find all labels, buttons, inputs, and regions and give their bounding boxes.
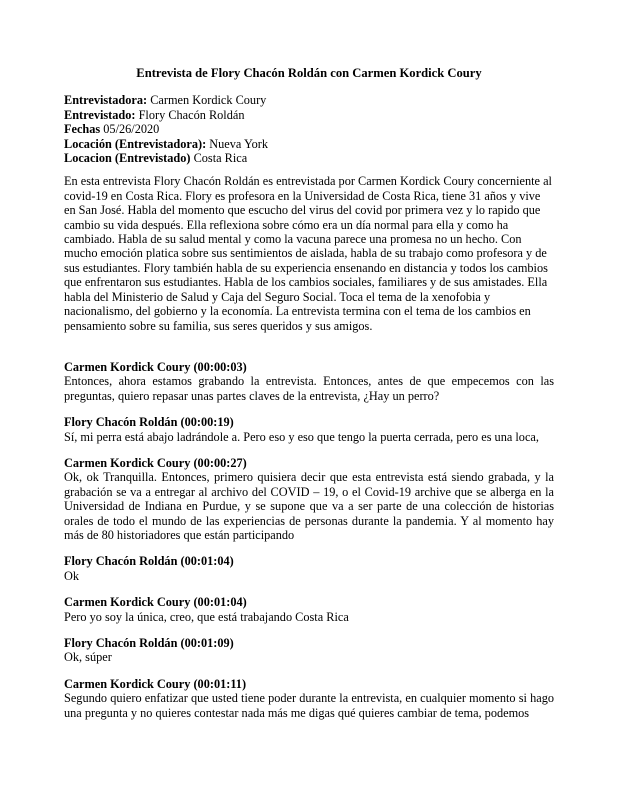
transcript-turn: [64, 595, 554, 624]
metadata-value: Flory Chacón Roldán: [138, 107, 245, 122]
transcript-turn: [64, 554, 554, 583]
speaker-heading: [64, 360, 554, 374]
timestamp: (00:01:09): [180, 636, 234, 650]
speaker-heading: [64, 554, 554, 568]
timestamp: (00:01:11): [193, 676, 247, 691]
turn-text: Ok, ok Tranquilla. Entonces, primero quisiera decir que esta entrevista está siendo grabada, y la grabación se va a entregar al archivo del COVID – 19, o el Covid-19 archive que se alberga en la Universidad de Indiana en Purdue, y se supone que va a ser parte de una colección de historias orales de todo el mundo de las experiencias de personas durante la pandemia. Y al momento hay más de 80 historiadores que están participando: [64, 470, 554, 542]
transcript-turn: [64, 636, 554, 665]
timestamp: (00:00:27): [193, 455, 247, 470]
metadata-row-interviewer: [64, 93, 554, 107]
turn-text: Sí, mi perra está abajo ladrándole a. Pero eso y eso que tengo la puerta cerrada, pero es una loca,: [64, 429, 539, 444]
metadata-row-location-interviewee: [64, 151, 554, 165]
metadata-value: Nueva York: [209, 136, 269, 151]
speaker-name: Carmen Kordick Coury: [64, 359, 191, 374]
metadata-block: [64, 93, 554, 165]
timestamp: (00:00:03): [193, 359, 247, 374]
speaker-heading: [64, 677, 554, 691]
speaker-heading: [64, 636, 554, 650]
speaker-name: Carmen Kordick Coury: [64, 595, 191, 610]
metadata-label: Entrevistadora:: [64, 93, 148, 108]
speaker-name: Flory Chacón Roldán: [64, 554, 178, 569]
speaker-heading: [64, 595, 554, 609]
metadata-label: Locación (Entrevistadora):: [64, 136, 207, 151]
metadata-label: Fechas: [64, 122, 101, 137]
timestamp: (00:00:19): [180, 415, 234, 430]
metadata-row-interviewee: [64, 108, 554, 122]
metadata-label: Entrevistado:: [64, 107, 136, 122]
turn-text: Entonces, ahora estamos grabando la entrevista. Entonces, antes de que empecemos con las preguntas, quiero repasar unas partes claves de la entrevista, ¿Hay un perro?: [64, 374, 554, 403]
metadata-value: 05/26/2020: [103, 122, 160, 137]
turn-text: Ok: [64, 568, 80, 583]
speaker-heading: [64, 456, 554, 470]
speaker-heading: [64, 415, 554, 429]
transcript-turn: [64, 360, 554, 403]
transcript-turn: [64, 415, 554, 444]
speaker-name: Flory Chacón Roldán: [64, 636, 178, 650]
metadata-value: Carmen Kordick Coury: [150, 93, 267, 108]
transcript-turn: [64, 456, 554, 542]
turn-text: Pero yo soy la única, creo, que está trabajando Costa Rica: [64, 609, 349, 624]
timestamp: (00:01:04): [193, 595, 247, 610]
summary-paragraph: En esta entrevista Flory Chacón Roldán es entrevistada por Carmen Kordick Coury concerniente al covid-19 en Costa Rica. Flory es profesora en la Universidad de Costa Rica, tiene 31 años y vive en San José. Habla del momento que escucho del virus del covid por primera vez y lo rapido que cambio su vida después. Ella reflexiona sobre cómo era un día normal para ella y como ha cambiado. Habla de su salud mental y como la vacuna parece una promesa no un hecho. Con mucho emoción platica sobre sus sentimientos de aislada, habla de su trabajo como profesora y de sus estudiantes. Flory también habla de su experiencia ensenando en distancia y todos los cambios que enfrentaron sus estudiantes. Habla de los cambios sociales, familiares y de sus amistades. Ella habla del Ministerio de Salud y Caja del Seguro Social. Toca el tema de la xenofobia y nacionalismo, del gobierno y la economía. La entrevista termina con el tema de los cambios en pensamiento sobre su familia, sus seres queridos y sus amigos.: [64, 174, 552, 333]
turn-text: Segundo quiero enfatizar que usted tiene poder durante la entrevista, en cualquier momento si hago una pregunta y no quieres contestar nada más me digas qué quieres cambiar de tema, podemos: [64, 691, 554, 720]
turn-text: Ok, súper: [64, 650, 112, 665]
timestamp: (00:01:04): [180, 554, 234, 569]
metadata-row-date: [64, 122, 554, 136]
speaker-name: Flory Chacón Roldán: [64, 415, 178, 430]
metadata-label: Locacion (Entrevistado): [64, 151, 191, 166]
speaker-name: Carmen Kordick Coury: [64, 455, 191, 470]
speaker-name: Carmen Kordick Coury: [64, 676, 191, 691]
metadata-row-location-interviewer: [64, 137, 554, 151]
document-title: Entrevista de Flory Chacón Roldán con Carmen Kordick Coury: [136, 66, 482, 80]
metadata-value: Costa Rica: [193, 151, 248, 166]
transcript: [64, 360, 554, 720]
transcript-turn: [64, 677, 554, 720]
